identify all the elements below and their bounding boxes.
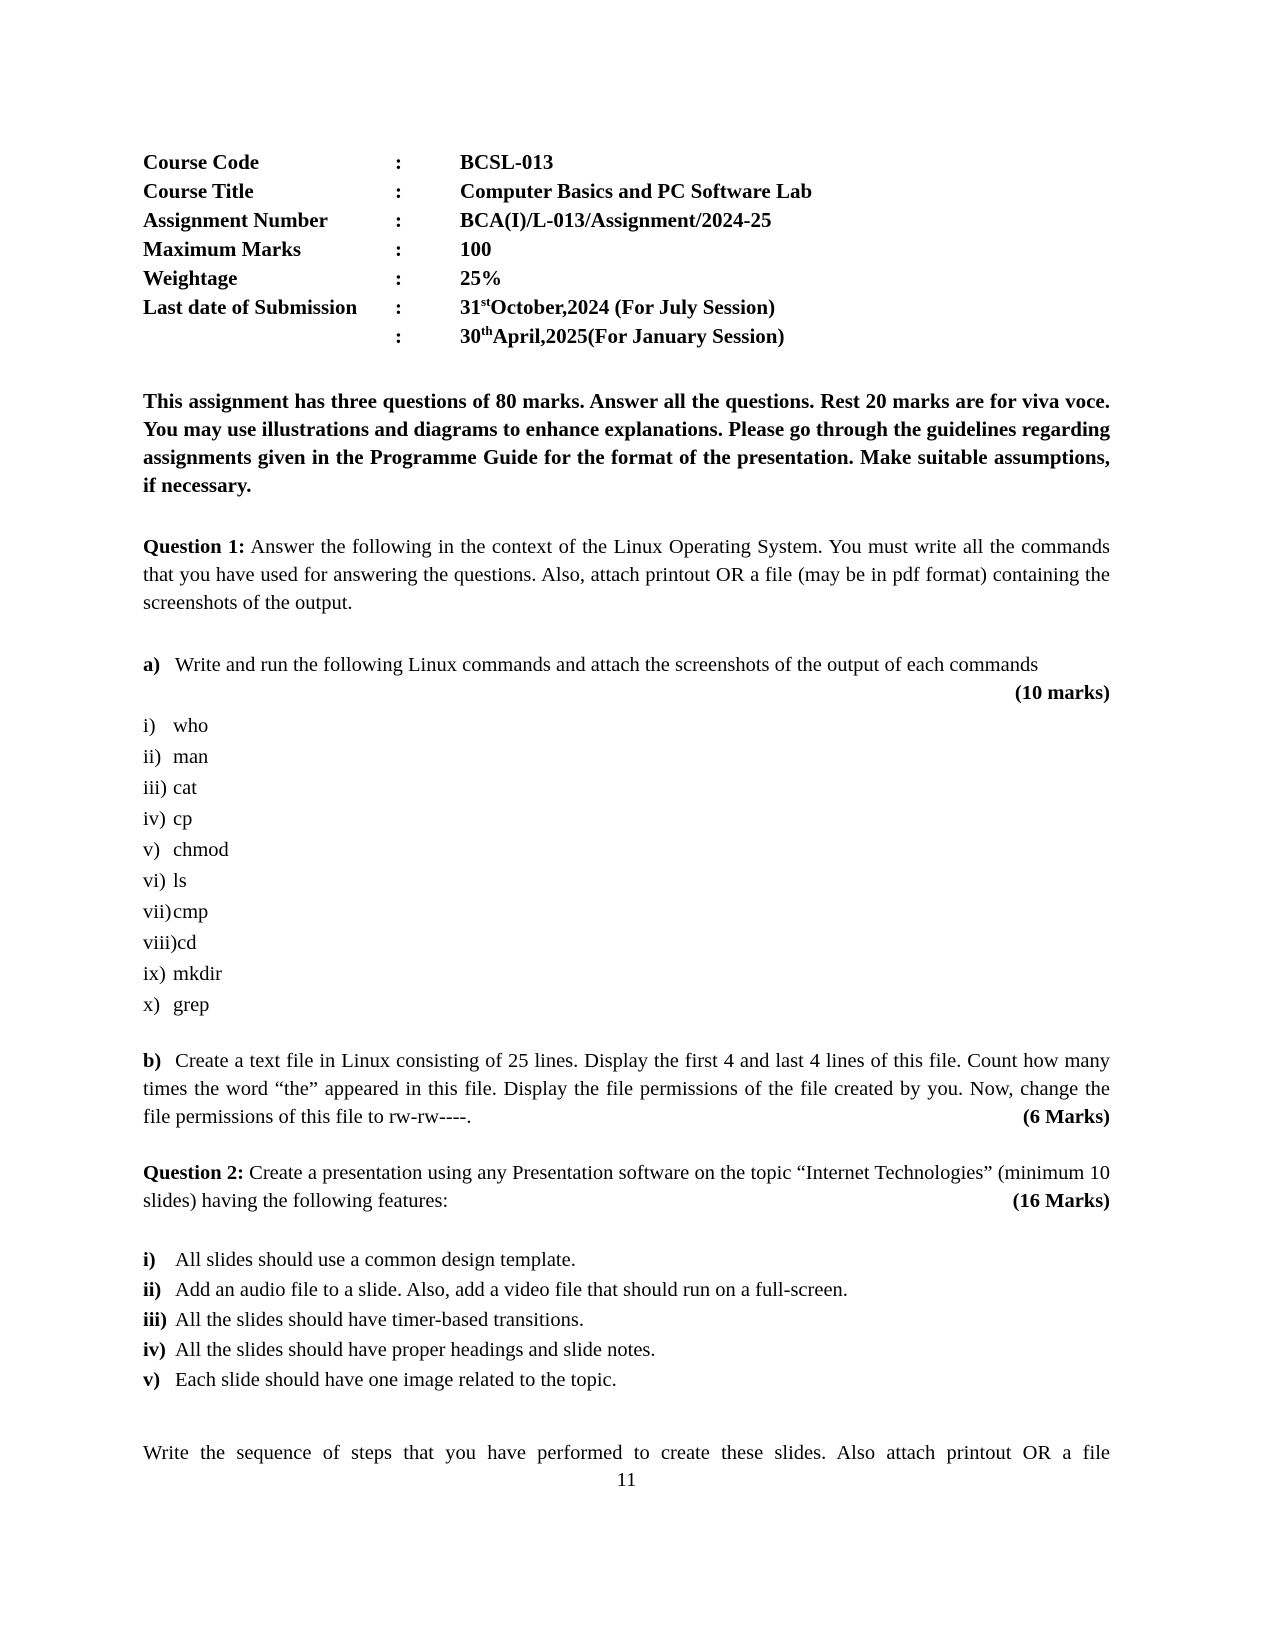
course-title-label: Course Title (143, 179, 254, 203)
meta-row-last-date-july (143, 293, 1110, 322)
question2-marks: (16 Marks) (1012, 1190, 1110, 1212)
course-code-label: Course Code (143, 150, 260, 174)
list-item (143, 711, 1110, 742)
colon-separator: : (395, 150, 402, 174)
meta-row-maximum-marks (143, 235, 1110, 264)
part-b-marker: b) (143, 1050, 162, 1072)
weightage-value: 25% (460, 266, 502, 290)
ordinal-suffix: st (481, 294, 491, 309)
list-item (143, 928, 1110, 959)
list-marker: v) (143, 839, 161, 861)
question2-intro-paragraph (143, 1159, 1110, 1215)
colon-separator: : (395, 237, 402, 261)
command-name: grep (173, 994, 210, 1016)
meta-row-assignment-number (143, 206, 1110, 235)
ordinal-suffix: th (481, 323, 493, 338)
colon-separator: : (395, 208, 402, 232)
presentation-feature-list (143, 1245, 1110, 1395)
part-b-marks: (6 Marks) (1022, 1106, 1110, 1128)
feature-text: All the slides should have proper headings and slide notes. (175, 1339, 656, 1361)
course-meta-table (143, 148, 1110, 351)
command-name: cd (177, 932, 197, 954)
closing-paragraph: Write the sequence of steps that you have performed to create these slides. Also attach printout OR a file (143, 1442, 1110, 1464)
meta-row-last-date-january (143, 322, 1110, 351)
colon-separator: : (395, 324, 402, 348)
question2-heading: Question 2: (143, 1162, 244, 1184)
colon-separator: : (395, 295, 402, 319)
part-a-marks: (10 marks) (1014, 682, 1110, 704)
list-marker: i) (143, 715, 156, 737)
list-marker: ii) (143, 746, 162, 768)
part-a-text: Write and run the following Linux commands and attach the screenshots of the output of each commands (174, 654, 1039, 676)
date-number: 30 (460, 324, 481, 348)
question1-intro-text: Answer the following in the context of the Linux Operating System. You must write all the commands that you have used for answering the questions. Also, attach printout OR a file (may be in pdf format) containing the screenshots of the output. (143, 536, 1110, 614)
date-number: 31 (460, 295, 481, 319)
question1-heading: Question 1: (143, 536, 246, 558)
list-item (143, 1365, 1110, 1395)
command-name: ls (173, 870, 187, 892)
list-item (143, 773, 1110, 804)
command-name: cat (173, 777, 197, 799)
part-b-text: Create a text file in Linux consisting of 25 lines. Display the first 4 and last 4 lines of this file. Count how many times the word “the” appeared in this file. Display the file permissions of the file created by you. Now, change the file permissions of this file to rw-rw----. (143, 1050, 1111, 1128)
feature-text: Add an audio file to a slide. Also, add a video file that should run on a full-screen. (175, 1279, 848, 1301)
list-item (143, 742, 1110, 773)
assignment-number-label: Assignment Number (143, 208, 328, 232)
assignment-instructions-paragraph: This assignment has three questions of 80 marks. Answer all the questions. Rest 20 marks are for viva voce. You may use illustrations and diagrams to enhance explanations. Please go through the guidelines regarding assignments given in the Programme Guide for the format of the presentation. Make suitable assumptions, if necessary. (143, 389, 1110, 497)
colon-separator: : (395, 179, 402, 203)
linux-command-list (143, 711, 1110, 1021)
maximum-marks-label: Maximum Marks (143, 237, 302, 261)
page-content (143, 148, 1110, 1492)
list-marker: iii) (143, 1309, 167, 1331)
last-date-july-value (460, 293, 1110, 322)
list-marker: i) (143, 1249, 156, 1271)
colon-separator: : (395, 266, 402, 290)
feature-text: All the slides should have timer-based transitions. (175, 1309, 584, 1331)
question2-intro-text: Create a presentation using any Presentation software on the topic “Internet Technologies” (minimum 10 slides) having the following features: (143, 1162, 1110, 1212)
part-a-marker: a) (143, 654, 161, 676)
meta-row-course-code (143, 148, 1110, 177)
list-item (143, 1305, 1110, 1335)
list-item (143, 990, 1110, 1021)
list-marker: ii) (143, 1279, 162, 1301)
feature-text: All slides should use a common design template. (175, 1249, 576, 1271)
list-item (143, 1335, 1110, 1365)
command-name: mkdir (173, 963, 222, 985)
list-marker: iv) (143, 808, 166, 830)
command-name: chmod (173, 839, 229, 861)
list-marker: vii) (143, 901, 172, 923)
list-item (143, 866, 1110, 897)
command-name: cmp (173, 901, 209, 923)
part-b-paragraph (143, 1047, 1110, 1131)
list-item (143, 804, 1110, 835)
assignment-number-value: BCA(I)/L-013/Assignment/2024-25 (460, 208, 772, 232)
list-item (143, 1245, 1110, 1275)
meta-row-course-title (143, 177, 1110, 206)
list-marker: iii) (143, 777, 167, 799)
date-rest: October,2024 (For July Session) (490, 295, 776, 319)
feature-text: Each slide should have one image related to the topic. (175, 1369, 617, 1391)
part-a-line (143, 651, 1110, 679)
last-date-january-value (460, 322, 1110, 351)
list-marker: viii) (143, 932, 178, 954)
question1-intro-paragraph (143, 533, 1110, 617)
command-name: cp (173, 808, 193, 830)
list-marker: x) (143, 994, 161, 1016)
weightage-label: Weightage (143, 266, 238, 290)
date-rest: April,2025(For January Session) (492, 324, 785, 348)
page-number: 11 (616, 1469, 637, 1491)
command-name: man (173, 746, 209, 768)
meta-row-weightage (143, 264, 1110, 293)
course-title-value: Computer Basics and PC Software Lab (460, 179, 813, 203)
list-item (143, 1275, 1110, 1305)
list-marker: iv) (143, 1339, 166, 1361)
list-item (143, 959, 1110, 990)
list-marker: v) (143, 1369, 161, 1391)
last-date-label: Last date of Submission (143, 295, 358, 319)
course-code-value: BCSL-013 (460, 150, 554, 174)
list-marker: vi) (143, 870, 166, 892)
empty-label (143, 322, 395, 351)
maximum-marks-value: 100 (460, 237, 492, 261)
list-item (143, 835, 1110, 866)
command-name: who (173, 715, 209, 737)
list-item (143, 897, 1110, 928)
list-marker: ix) (143, 963, 166, 985)
